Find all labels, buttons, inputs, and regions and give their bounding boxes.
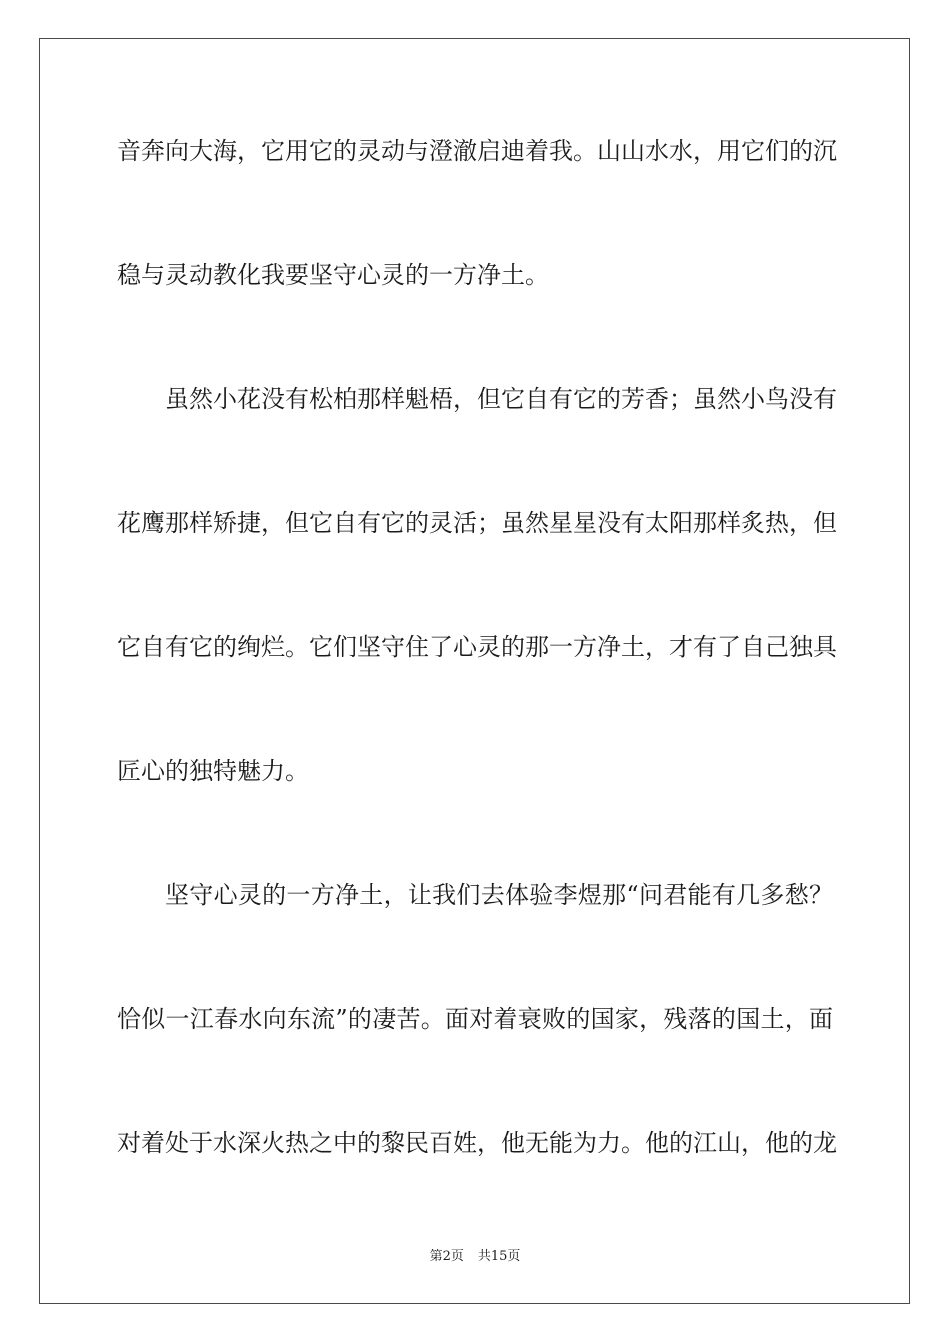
text-line-5: 它自有它的绚烂。它们坚守住了心灵的那一方净土，才有了自己独具	[117, 633, 837, 661]
page-number: 第2页	[429, 1249, 464, 1264]
text-line-8: 恰似一江春水向东流”的凄苦。面对着衰败的国家，残落的国土，面	[117, 1005, 833, 1033]
page-border	[39, 38, 910, 1304]
text-line-1: 音奔向大海，它用它的灵动与澄澈启迪着我。山山水水，用它们的沉	[117, 137, 837, 165]
paragraph-start-line-7: 坚守心灵的一方净土，让我们去体验李煜那“问君能有几多愁？	[165, 881, 833, 909]
page-total: 共15页	[477, 1249, 521, 1264]
text-line-4: 花鹰那样矫捷，但它自有它的灵活；虽然星星没有太阳那样炙热，但	[117, 509, 837, 537]
text-line-6: 匠心的独特魅力。	[117, 757, 309, 785]
text-line-2: 稳与灵动教化我要坚守心灵的一方净土。	[117, 261, 549, 289]
text-line-9: 对着处于水深火热之中的黎民百姓，他无能为力。他的江山，他的龙	[117, 1129, 837, 1157]
page-footer	[0, 1249, 950, 1265]
paragraph-start-line-3: 虽然小花没有松柏那样魁梧，但它自有它的芳香；虽然小鸟没有	[165, 385, 837, 413]
